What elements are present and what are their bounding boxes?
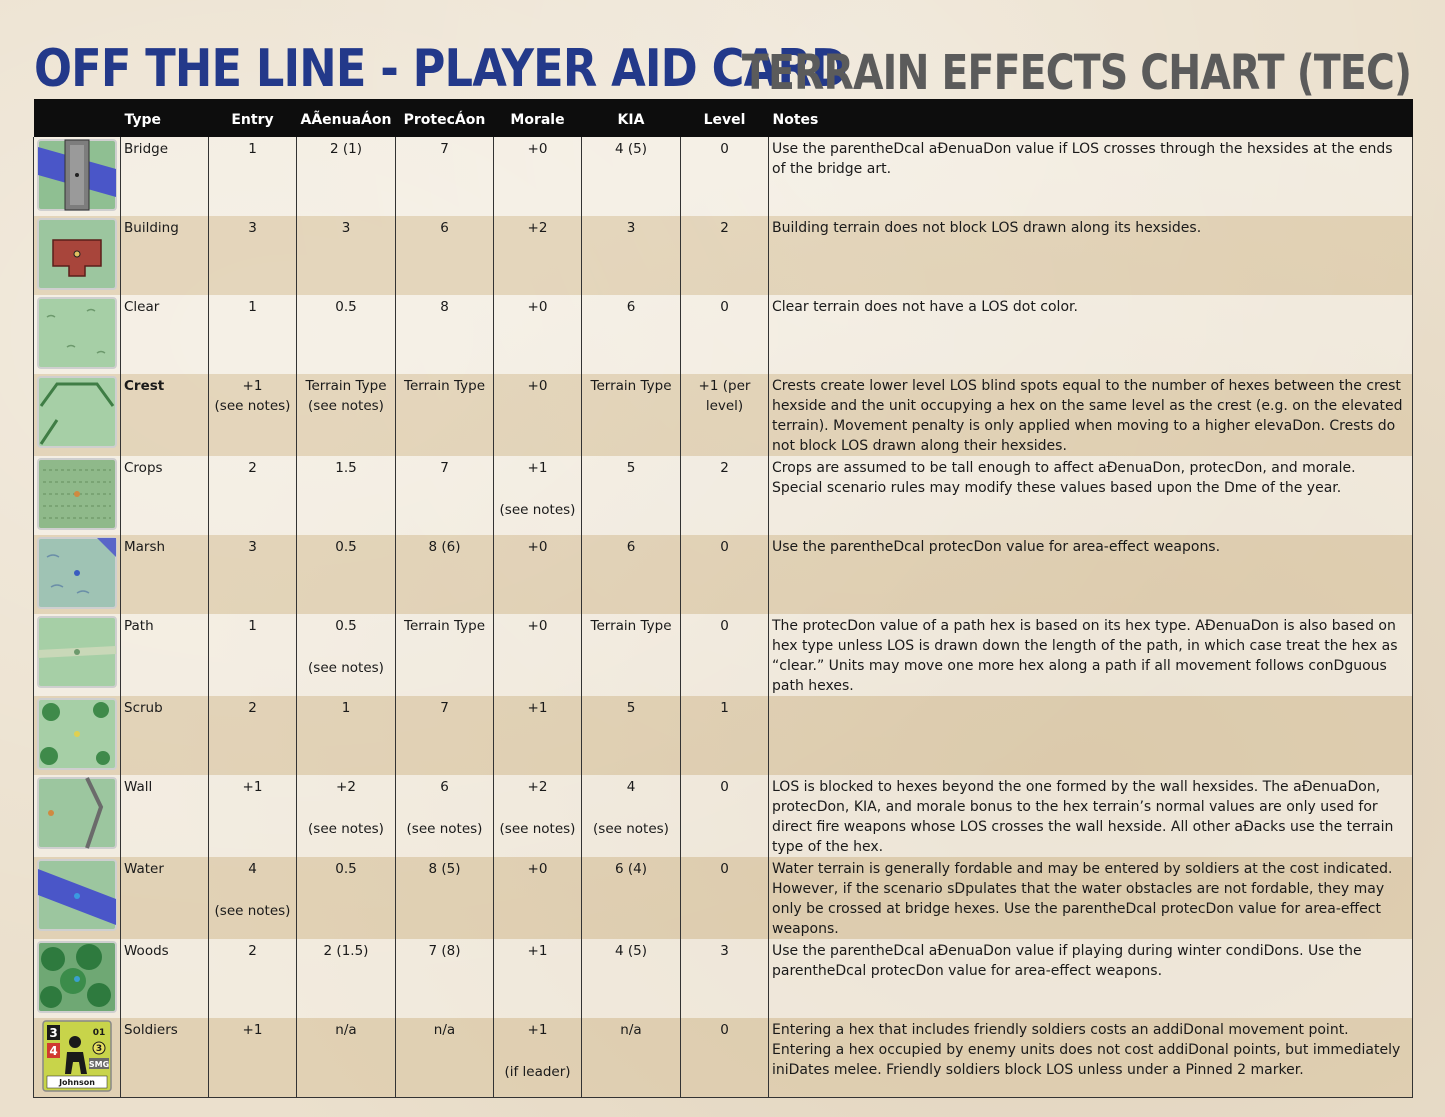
kia-value: Terrain Type — [582, 374, 681, 456]
kia-value: n/a — [582, 1018, 681, 1097]
level-value: 1 — [681, 696, 769, 775]
path-hex-icon — [37, 616, 117, 688]
woods-hex-icon — [37, 941, 117, 1013]
bridge-hex-icon — [37, 139, 117, 211]
marsh-hex-icon — [37, 537, 117, 609]
terrain-type: Building — [121, 216, 209, 295]
protection-main: 6 — [440, 779, 449, 795]
table-row — [34, 535, 1413, 614]
counter-weapon: SMG — [88, 1060, 110, 1069]
notes-text: Use the parentheDcal protecDon value for area-effect weapons. — [769, 535, 1413, 614]
entry-value: 3 — [209, 535, 297, 614]
col-header-type: Type — [124, 112, 162, 128]
kia-value: 6 — [582, 295, 681, 374]
entry-value — [209, 857, 297, 939]
terrain-icon-cell — [34, 939, 121, 1018]
counter-name: Johnson — [59, 1078, 95, 1087]
level-note: level) — [705, 398, 744, 414]
level-value — [681, 374, 769, 456]
level-value: 0 — [681, 295, 769, 374]
attenuation-note: (see notes) — [308, 660, 384, 676]
attenuation-value: n/a — [297, 1018, 396, 1097]
col-header-icon — [34, 99, 121, 137]
crest-hex-icon — [37, 376, 117, 448]
protection-value: 6 — [396, 216, 494, 295]
kia-value — [582, 775, 681, 857]
terrain-effects-table — [33, 99, 1413, 1098]
level-value: 0 — [681, 775, 769, 857]
kia-value: 4 (5) — [582, 137, 681, 216]
counter-value-mid-left: 4 — [49, 1044, 58, 1058]
terrain-icon-cell — [34, 137, 121, 216]
col-header-morale: Morale — [510, 112, 565, 128]
morale-value: +0 — [494, 614, 582, 696]
soldier-counter-icon — [37, 1020, 117, 1092]
crops-hex-icon — [37, 458, 117, 530]
entry-value: +1 — [209, 1018, 297, 1097]
attenuation-value — [297, 614, 396, 696]
table-row — [34, 1018, 1413, 1097]
protection-value: 7 — [396, 696, 494, 775]
kia-value: 4 (5) — [582, 939, 681, 1018]
entry-value — [209, 374, 297, 456]
terrain-icon-cell — [34, 535, 121, 614]
notes-text: Building terrain does not block LOS drawn along its hexsides. — [769, 216, 1413, 295]
notes-text: The protecDon value of a path hex is based on its hex type. AĐenuaDon is also based on hex type unless LOS is drawn down the length of the path, in which case treat the hex as “clear.” Units may move one more hex along a path if all movement follows conDguous path hexes. — [769, 614, 1413, 696]
col-header-notes: Notes — [772, 112, 819, 128]
terrain-type: Wall — [121, 775, 209, 857]
terrain-icon-cell — [34, 295, 121, 374]
table-row — [34, 456, 1413, 535]
morale-value: +1 — [494, 696, 582, 775]
col-header-entry: Entry — [231, 112, 274, 128]
protection-value: Terrain Type — [396, 374, 494, 456]
notes-text: Clear terrain does not have a LOS dot color. — [769, 295, 1413, 374]
col-header-attenuation: AÃenuaÁon — [300, 112, 392, 128]
morale-note: (see notes) — [499, 502, 576, 518]
morale-main: +1 — [527, 1022, 548, 1038]
entry-value: 2 — [209, 456, 297, 535]
table-header-row — [34, 99, 1413, 137]
counter-value-top-right: 01 — [92, 1028, 106, 1038]
entry-value: 3 — [209, 216, 297, 295]
level-value: 2 — [681, 216, 769, 295]
attenuation-main: +2 — [336, 779, 356, 795]
attenuation-value — [297, 374, 396, 456]
attenuation-value: 1.5 — [297, 456, 396, 535]
wall-hex-icon — [37, 777, 117, 849]
level-value: 0 — [681, 1018, 769, 1097]
protection-value: 7 (8) — [396, 939, 494, 1018]
terrain-type: Soldiers — [121, 1018, 209, 1097]
kia-main: 4 — [626, 779, 636, 795]
morale-main: +2 — [527, 779, 548, 795]
page-title: OFF THE LINE - PLAYER AID CARD — [34, 39, 848, 99]
attenuation-value: 0.5 — [297, 535, 396, 614]
morale-value: +0 — [494, 374, 582, 456]
morale-note: (see notes) — [499, 821, 576, 837]
attenuation-value: 2 (1) — [297, 137, 396, 216]
terrain-icon-cell — [34, 1018, 121, 1097]
terrain-icon-cell — [34, 216, 121, 295]
kia-value: 3 — [582, 216, 681, 295]
terrain-type: Scrub — [121, 696, 209, 775]
kia-value: 5 — [582, 696, 681, 775]
notes-text: LOS is blocked to hexes beyond the one formed by the wall hexsides. The aĐenuaDon, protecDon, KIA, and morale bonus to the hex terrain’s normal values are only used for direct fire weapons whose LOS crosses the wall hexside. All other aĐacks use the terrain type of the hex. — [769, 775, 1413, 857]
morale-value: +0 — [494, 295, 582, 374]
morale-value — [494, 1018, 582, 1097]
entry-value: 1 — [209, 614, 297, 696]
morale-value: +0 — [494, 137, 582, 216]
entry-main: +1 — [242, 378, 263, 394]
level-main: +1 (per — [698, 378, 751, 394]
protection-value: 7 — [396, 137, 494, 216]
entry-value: 2 — [209, 696, 297, 775]
table-row — [34, 696, 1413, 775]
col-header-kia: KIA — [617, 112, 645, 128]
kia-value: 6 (4) — [582, 857, 681, 939]
table-row — [34, 216, 1413, 295]
attenuation-main: 0.5 — [335, 618, 357, 634]
protection-value: 8 — [396, 295, 494, 374]
level-value: 0 — [681, 535, 769, 614]
attenuation-value: 1 — [297, 696, 396, 775]
attenuation-value: 3 — [297, 216, 396, 295]
attenuation-value: 2 (1.5) — [297, 939, 396, 1018]
terrain-type: Water — [121, 857, 209, 939]
protection-value: 8 (5) — [396, 857, 494, 939]
attenuation-value — [297, 775, 396, 857]
terrain-icon-cell — [34, 374, 121, 456]
chart-title: TERRAIN EFFECTS CHART (TEC) — [741, 45, 1411, 101]
entry-main: 4 — [248, 861, 257, 877]
table-row — [34, 939, 1413, 1018]
attenuation-note: (see notes) — [308, 398, 384, 414]
table-row — [34, 614, 1413, 696]
table-row — [34, 137, 1413, 216]
notes-text: Entering a hex that includes friendly soldiers costs an addiDonal movement point. Entering a hex occupied by enemy units does not cost addiDonal points, but immediately iniDates melee. Friendly soldiers block LOS unless under a Pinned 2 marker. — [769, 1018, 1413, 1097]
kia-value: 6 — [582, 535, 681, 614]
notes-text: Water terrain is generally fordable and may be entered by soldiers at the cost indicated. However, if the scenario sDpulates that the water obstacles are not fordable, they may only be crossed at bridge hexes. Use the parentheDcal protecDon value for area-effect weapons. — [769, 857, 1413, 939]
kia-value: Terrain Type — [582, 614, 681, 696]
entry-value: 1 — [209, 295, 297, 374]
terrain-type: Marsh — [121, 535, 209, 614]
table-row — [34, 857, 1413, 939]
notes-text: Use the parentheDcal aĐenuaDon value if LOS crosses through the hexsides at the ends of the bridge art. — [769, 137, 1413, 216]
notes-text — [769, 696, 1413, 775]
col-header-level: Level — [703, 112, 746, 128]
protection-note: (see notes) — [406, 821, 483, 837]
terrain-type: Clear — [121, 295, 209, 374]
entry-value: 2 — [209, 939, 297, 1018]
protection-value: 8 (6) — [396, 535, 494, 614]
kia-note: (see notes) — [593, 821, 669, 837]
terrain-icon-cell — [34, 696, 121, 775]
morale-value — [494, 775, 582, 857]
protection-value: Terrain Type — [396, 614, 494, 696]
level-value: 0 — [681, 614, 769, 696]
terrain-icon-cell — [34, 857, 121, 939]
level-value: 0 — [681, 857, 769, 939]
entry-note: (see notes) — [214, 398, 291, 414]
terrain-type: Crops — [121, 456, 209, 535]
morale-main: +1 — [527, 460, 548, 476]
terrain-type: Path — [121, 614, 209, 696]
morale-value: +0 — [494, 857, 582, 939]
level-value: 2 — [681, 456, 769, 535]
terrain-type: Woods — [121, 939, 209, 1018]
table-row — [34, 374, 1413, 456]
morale-value: +2 — [494, 216, 582, 295]
terrain-type: Bridge — [121, 137, 209, 216]
notes-text: Crests create lower level LOS blind spots equal to the number of hexes between the crest hexside and the unit occupying a hex on the same level as the crest (e.g. on the elevated terrain). Movement penalty is only applied when moving to a higher elevaDon. Crests do not block LOS drawn along their hexsides. — [769, 374, 1413, 456]
clear-hex-icon — [37, 297, 117, 369]
morale-note: (if leader) — [504, 1064, 571, 1080]
terrain-type: Crest — [121, 374, 209, 456]
counter-value-top-left: 3 — [49, 1026, 58, 1040]
attenuation-note: (see notes) — [308, 821, 384, 837]
protection-value: 7 — [396, 456, 494, 535]
entry-value: +1 — [209, 775, 297, 857]
attenuation-value: 0.5 — [297, 295, 396, 374]
terrain-icon-cell — [34, 775, 121, 857]
building-hex-icon — [37, 218, 117, 290]
entry-value: 1 — [209, 137, 297, 216]
table-row — [34, 775, 1413, 857]
level-value: 0 — [681, 137, 769, 216]
scrub-hex-icon — [37, 698, 117, 770]
terrain-icon-cell — [34, 456, 121, 535]
terrain-icon-cell — [34, 614, 121, 696]
protection-value — [396, 775, 494, 857]
attenuation-value: 0.5 — [297, 857, 396, 939]
water-hex-icon — [37, 859, 117, 931]
morale-value: +0 — [494, 535, 582, 614]
col-header-protection: ProtecÁon — [403, 112, 486, 128]
kia-value: 5 — [582, 456, 681, 535]
attenuation-main: Terrain Type — [305, 378, 387, 394]
morale-value — [494, 456, 582, 535]
table-row — [34, 295, 1413, 374]
morale-value: +1 — [494, 939, 582, 1018]
protection-value: n/a — [396, 1018, 494, 1097]
notes-text: Use the parentheDcal aĐenuaDon value if playing during winter condiDons. Use the parentheDcal protecDon value for area-effect weapons. — [769, 939, 1413, 1018]
entry-note: (see notes) — [214, 903, 291, 919]
counter-value-mid-right: 3 — [95, 1044, 103, 1054]
notes-text: Crops are assumed to be tall enough to affect aĐenuaDon, protecDon, and morale. Special scenario rules may modify these values based upon the Dme of the year. — [769, 456, 1413, 535]
level-value: 3 — [681, 939, 769, 1018]
